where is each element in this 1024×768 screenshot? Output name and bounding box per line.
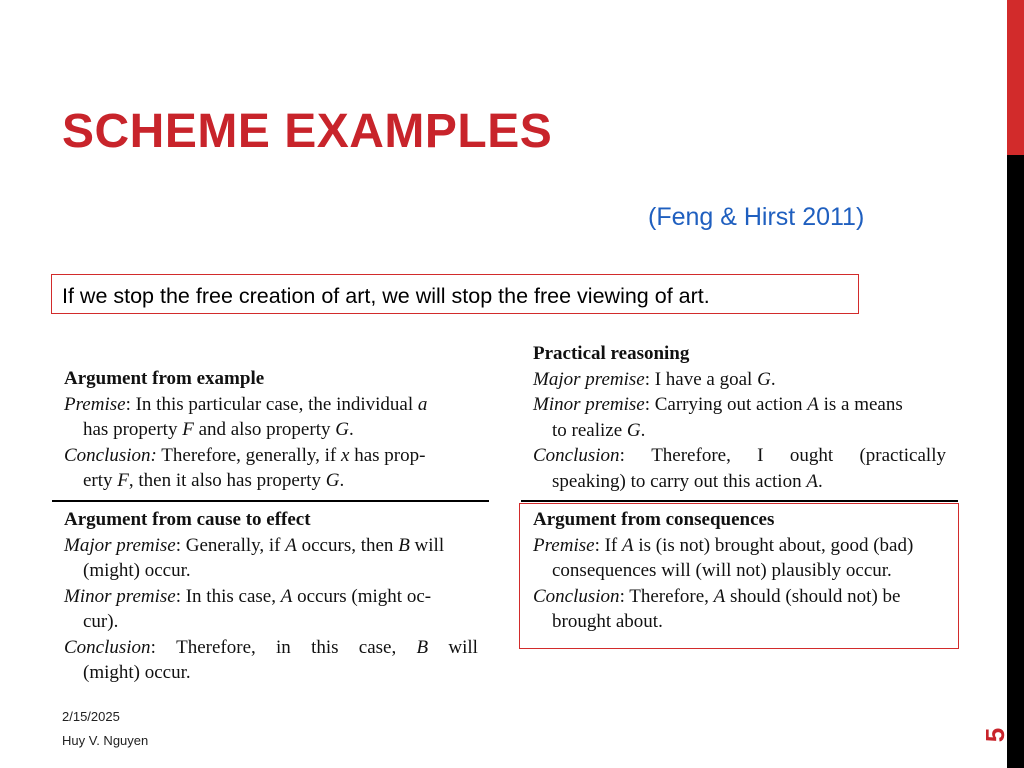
variable: A: [806, 470, 818, 492]
premise-text: : Carrying out action: [644, 394, 808, 415]
premise-text: .: [348, 419, 354, 440]
premise-text: : In this particular case, the individual: [125, 393, 418, 415]
variable: G: [335, 419, 349, 440]
conclusion-text: :: [619, 445, 625, 466]
premise-text: is a means: [818, 394, 903, 415]
variable: x: [341, 444, 350, 466]
statement-box: [51, 274, 859, 314]
page-number: 5: [980, 727, 1010, 743]
statement-text: If we stop the free creation of art, we will stop the free viewing of art.: [62, 284, 710, 308]
premise-text: : I have a goal: [644, 368, 758, 390]
conclusion-label: Conclusion: [533, 585, 620, 607]
citation: (Feng & Hirst 2011): [648, 203, 865, 231]
page-title: SCHEME EXAMPLES: [62, 105, 553, 158]
premise-text: .: [770, 368, 776, 390]
premise-line-2: [64, 417, 478, 443]
major-premise-line: [533, 367, 946, 393]
scheme-heading: Practical reasoning: [533, 343, 690, 364]
premise-text: occurs, then: [296, 534, 399, 556]
variable: A: [807, 394, 819, 415]
minor-premise-line: [64, 584, 478, 610]
variable: A: [280, 585, 293, 607]
conclusion-label: Conclusion: [533, 445, 620, 466]
conclusion-line: [533, 584, 946, 610]
premise-text: : If: [594, 534, 622, 556]
conclusion-text: :: [150, 636, 156, 658]
conclusion-line: [64, 635, 478, 661]
variable: G: [757, 368, 771, 390]
premise-text: to realize: [552, 419, 627, 441]
premise-text: has property: [83, 419, 183, 440]
variable: A: [285, 534, 297, 556]
variable: A: [622, 534, 634, 556]
premise-line: [533, 533, 946, 559]
scheme-heading: Argument from example: [64, 368, 265, 389]
conclusion-line: [533, 443, 946, 469]
scheme-heading: Argument from cause to effect: [64, 509, 311, 530]
premise-text: is (is not) brought about, good (bad): [633, 534, 914, 556]
conclusion-text: .: [339, 470, 345, 491]
minor-premise-line-2: [533, 418, 946, 444]
premise-text: .: [640, 419, 646, 441]
sidebar-black-band: [1007, 155, 1024, 768]
footer-author: Huy V. Nguyen: [62, 733, 149, 748]
conclusion-text: has prop-: [349, 444, 426, 466]
conclusion-word: in: [276, 636, 291, 658]
premise-text: will: [409, 534, 445, 556]
premise-line: [64, 392, 478, 418]
conclusion-word: this: [311, 636, 339, 658]
conclusion-line: [64, 443, 478, 469]
major-premise-label: Major premise: [533, 368, 645, 390]
sidebar-red-band: [1007, 0, 1024, 155]
conclusion-word: case,: [358, 636, 397, 658]
sidebar-accent: [1007, 0, 1024, 768]
scheme-cause-to-effect: [64, 507, 478, 686]
conclusion-text: erty: [83, 470, 118, 491]
variable: B: [416, 636, 429, 658]
scheme-heading: Argument from consequences: [533, 509, 775, 530]
conclusion-text: speaking) to carry out this action: [552, 470, 807, 492]
conclusion-word: Therefore,: [176, 636, 256, 658]
premise-label: Premise: [533, 534, 595, 556]
conclusion-word: Therefore,: [651, 445, 731, 466]
major-premise-line-2: (might) occur.: [83, 560, 191, 581]
conclusion-text: should (should not) be: [725, 585, 901, 607]
variable: G: [626, 419, 641, 441]
premise-label: Premise: [64, 393, 126, 415]
minor-premise-label: Minor premise: [533, 394, 645, 415]
conclusion-text: : Therefore,: [619, 585, 714, 607]
premise-text: : Generally, if: [175, 534, 286, 556]
major-premise-line: [64, 533, 478, 559]
premise-text: occurs (might oc-: [292, 585, 432, 607]
minor-premise-line-2: cur).: [83, 611, 119, 632]
conclusion-line-2: (might) occur.: [83, 662, 191, 683]
conclusion-word: (practically: [859, 445, 946, 466]
conclusion-label: Conclusion: [64, 636, 151, 658]
variable: A: [713, 585, 726, 607]
scheme-practical-reasoning: [533, 341, 946, 494]
scheme-argument-from-consequences: [533, 507, 946, 635]
variable: B: [398, 534, 410, 556]
premise-text: : In this case,: [175, 585, 281, 607]
footer-date: 2/15/2025: [62, 709, 120, 724]
conclusion-line-2: [533, 469, 946, 495]
minor-premise-line: [533, 392, 946, 418]
major-premise-label: Major premise: [64, 534, 176, 556]
conclusion-label: Conclusion:: [64, 444, 157, 466]
conclusion-text: Therefore, generally, if: [156, 444, 341, 466]
conclusion-word: ought: [789, 445, 834, 466]
conclusion-word: I: [757, 445, 764, 466]
divider-left: [52, 500, 489, 502]
conclusion-line-2: [64, 468, 478, 494]
divider-right: [521, 500, 958, 502]
variable: G: [325, 470, 340, 491]
variable: F: [182, 419, 194, 440]
premise-line-2: consequences will (will not) plausibly occur.: [552, 560, 892, 581]
conclusion-text: , then it also has property: [128, 470, 326, 491]
conclusion-word: will: [448, 636, 478, 658]
minor-premise-label: Minor premise: [64, 585, 176, 607]
variable: a: [417, 393, 428, 415]
variable: F: [117, 470, 129, 491]
conclusion-text: .: [817, 470, 823, 492]
scheme-argument-from-example: [64, 366, 478, 494]
premise-text: and also property: [193, 419, 336, 440]
conclusion-line-2: brought about.: [552, 611, 663, 632]
